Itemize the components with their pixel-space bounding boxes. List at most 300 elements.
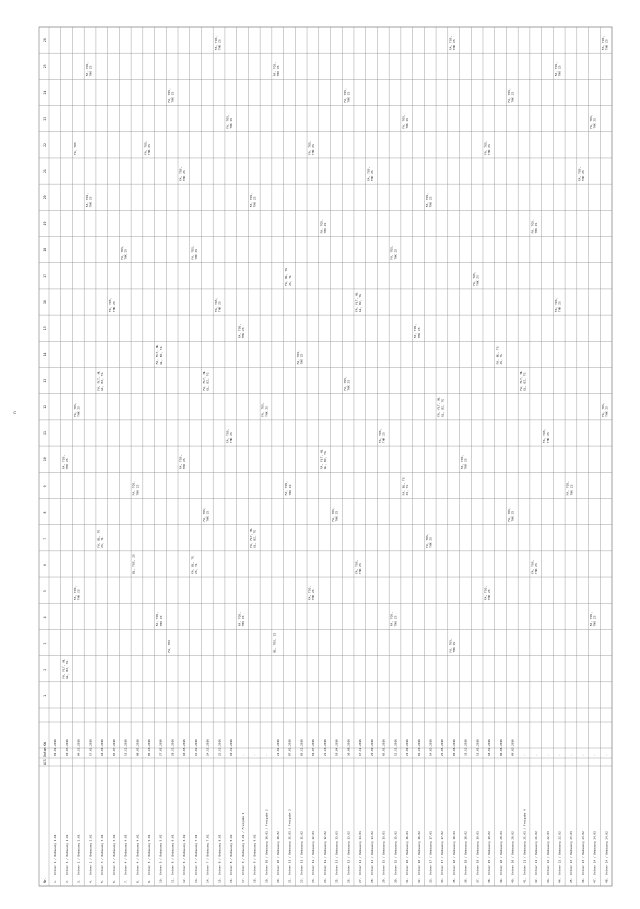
row-label: Ordner 16 / Bebauung 16.01 xyxy=(405,831,410,875)
row-label: Ordner 13 / Bebauung 13.01 xyxy=(334,831,339,875)
header-cell: 3 xyxy=(43,642,47,645)
cell-entry: FA, TOS, xyxy=(84,61,89,77)
row-date: 21.04.2016 xyxy=(276,739,281,756)
row-label: Ordner 5 / Bebauung 5.01 xyxy=(146,834,151,875)
cell-entry: FA, FLT, HL xyxy=(248,527,253,548)
cell-entry: THK ZS xyxy=(334,510,339,522)
row-date: 29.09.2016 xyxy=(369,739,374,756)
cell-entry: GL, BZ, TG xyxy=(322,451,327,470)
cell-entry: FA, TOS, xyxy=(507,88,512,103)
cell-entry: FA, TOS, xyxy=(202,507,207,522)
cell-entry: FA, TOS, xyxy=(366,166,371,182)
cell-entry: THK ZS xyxy=(76,589,81,601)
row-label: Ordner 11 / Bebauung 11.01 / Freigabe 3 xyxy=(287,809,292,875)
header-cell: ACS xyxy=(43,759,47,765)
cell-entry: THK ZS xyxy=(451,39,456,51)
row-label: Ordner 19 / Bebauung 19.01 xyxy=(475,831,480,875)
cell-entry: FA, TOS, xyxy=(73,402,78,417)
row-label: Ordner 17 / Bebauung 17.02 xyxy=(440,831,445,875)
cell-entry: FA, TOS, xyxy=(378,428,383,444)
cell-entry: THK ZS xyxy=(416,327,421,339)
cell-entry: THK ZS xyxy=(240,327,245,339)
row-label: Ordner 1 / Bebauung 1.01 xyxy=(53,834,58,875)
row-label: Ordner 18 / Bebauung 18.02 xyxy=(463,831,468,875)
row-date: 28.11.2016 xyxy=(170,739,175,756)
cell-entry: THK ZS xyxy=(487,589,492,601)
cell-entry: FA, TOS, xyxy=(483,140,488,155)
cell-entry: THK ZS xyxy=(604,39,609,51)
header-cell: 22 xyxy=(43,143,47,147)
cell-entry: FA, TOS, xyxy=(553,61,558,77)
cell-entry: THK ZS xyxy=(557,301,562,313)
cell-entry: BL, TOS, ZS xyxy=(131,554,136,575)
row-label: Ordner 7 / Bebauung 7.01 xyxy=(193,834,198,875)
cell-entry: FA, TOS, xyxy=(284,481,289,496)
cell-entry: FA, TOS, xyxy=(530,219,535,234)
cell-entry: FA, TOS, xyxy=(542,428,547,444)
cell-entry: THK ZS xyxy=(170,91,175,103)
cell-entry: ZS, TL xyxy=(100,537,105,548)
cell-entry: THK ZS xyxy=(217,301,222,313)
row-number: 37. xyxy=(475,877,480,883)
cell-entry: FA, FLT, HL xyxy=(61,658,66,679)
cell-entry: THK ZS xyxy=(405,117,410,129)
row-date: 31.12.2016 xyxy=(463,739,468,756)
row-number: 4. xyxy=(88,879,93,883)
cell-entry: THK ZS xyxy=(311,589,316,601)
cell-entry: THK ZS xyxy=(240,615,245,627)
row-label: Ordner 8 / Bebauung 8.01 xyxy=(217,834,222,875)
cell-entry: FA, TOS xyxy=(73,142,78,155)
row-date: - xyxy=(240,754,245,756)
row-number: 21. xyxy=(287,877,292,883)
row-label: Ordner 22 / Bebauung 22.01 xyxy=(545,831,550,875)
cell-entry: THK ZS xyxy=(299,353,304,365)
cell-entry: THK ZS xyxy=(581,170,586,182)
cell-entry: FA, BL, TG xyxy=(284,267,289,286)
row-date: 30.08.2016 xyxy=(346,739,351,756)
row-date: 11.12.2016 xyxy=(123,739,128,756)
row-label: Ordner 21 / Bebauung 21.02 xyxy=(534,831,539,875)
cell-entry: THK ZS xyxy=(487,144,492,155)
row-number: 31. xyxy=(405,877,410,883)
row-date: 17.02.2016 xyxy=(88,739,93,756)
row-label: Ordner 9 / Bebauung 9.02 xyxy=(252,834,257,875)
row-label: Ordner 19 / Bebauung 19.02 xyxy=(487,831,492,875)
row-number: 14. xyxy=(205,877,210,883)
header-cell: 18 xyxy=(43,247,47,252)
header-cell: 14 xyxy=(43,352,47,357)
row-number: 1. xyxy=(53,879,58,883)
row-label: Ordner 4 / Bebauung 4.01 xyxy=(123,834,128,875)
row-number: 12. xyxy=(182,877,187,883)
cell-entry: FA, FLT, HL xyxy=(155,344,160,365)
header-cell: 25 xyxy=(43,64,47,69)
cell-entry: FA, TOS xyxy=(166,639,171,653)
row-label: Ordner 3 / Bebauung 3.02 xyxy=(111,834,116,875)
cell-entry: THK ZS xyxy=(475,275,480,286)
row-number: 34. xyxy=(440,877,445,883)
row-label: Ordner 12 / Bebauung 12.02 xyxy=(322,831,327,875)
row-number: 20. xyxy=(276,877,281,883)
cell-entry: FA, TOS, xyxy=(61,454,66,470)
header-cell: 6 xyxy=(43,564,47,566)
row-number: 2. xyxy=(64,879,69,883)
cell-entry: THK ZS xyxy=(604,406,609,417)
row-date: 24.11.2016 xyxy=(205,739,210,756)
cell-entry: FA, TOS, xyxy=(248,192,253,208)
row-label: Ordner 14 / Bebauung 14.01 xyxy=(358,831,363,875)
row-date: 11.01.2016 xyxy=(475,739,480,756)
cell-entry: FA, FLT, HL xyxy=(319,449,324,470)
cell-entry: THK ZS xyxy=(135,484,140,496)
row-label: Ordner 6 / Bebauung 6.02 xyxy=(182,834,187,875)
row-number: 11. xyxy=(170,877,175,883)
row-label: Ordner 20 / Bebauung 20.01 xyxy=(498,831,503,875)
row-label: Ordner 14 / Bebauung 14.02 xyxy=(369,831,374,875)
row-number: 46. xyxy=(580,877,585,883)
row-label: Ordner 3 / Bebauung 3.01 xyxy=(100,834,105,875)
cell-entry: THK ZS xyxy=(534,222,539,234)
row-date: - xyxy=(592,754,597,756)
row-number: 39. xyxy=(498,877,503,883)
header-cell: 13 xyxy=(43,378,47,383)
row-number: 24. xyxy=(322,877,327,883)
cell-entry: FA, TOS, xyxy=(319,219,324,234)
cell-entry: THK ZS xyxy=(76,406,81,417)
cell-entry: ZS, TL xyxy=(193,563,198,575)
row-number: 6. xyxy=(111,879,116,883)
row-number: 43. xyxy=(545,877,550,883)
cell-entry: THK ZS xyxy=(557,65,562,77)
row-date: - xyxy=(569,754,574,756)
cell-entry: FA, TOS, xyxy=(600,402,605,417)
cell-entry: FA, TOS, xyxy=(307,140,312,155)
row-number: 5. xyxy=(100,879,105,883)
row-label: Ordner 15 / Bebauung 15.02 xyxy=(393,831,398,875)
row-label: Ordner 17 / Bebauung 17.01 xyxy=(428,831,433,875)
row-number: 19. xyxy=(264,877,269,883)
row-date: 27.01.2016 xyxy=(158,739,163,756)
row-number: 32. xyxy=(416,877,421,883)
row-label: Ordner 16 / Bebauung 16.02 xyxy=(416,831,421,875)
row-label: Ordner 7 / Bebauung 7.02 xyxy=(205,834,210,875)
row-number: 30. xyxy=(393,877,398,883)
cell-entry: FA, TOS, xyxy=(272,61,277,77)
cell-entry: THK ZS xyxy=(463,458,468,470)
header-cell: 10 xyxy=(43,457,47,462)
cell-entry: FA, TOS, xyxy=(190,245,195,260)
cell-entry: THK ZS xyxy=(592,615,597,627)
row-label: Ordner 9 / Bebauung 9.01 / Freigabe 1 xyxy=(240,812,245,875)
row-label: Ordner 10 / Bebauung 10.01 / Freigabe 2 xyxy=(264,809,269,875)
header-cell: Nr. xyxy=(43,877,47,883)
row-date: 17.12.2016 xyxy=(358,739,363,756)
row-number: 40. xyxy=(510,877,515,883)
cell-entry: THK ZS xyxy=(311,144,316,155)
row-date: 07.02.2016 xyxy=(287,739,292,756)
row-number: 16. xyxy=(229,877,234,883)
row-label: Ordner 8 / Bebauung 8.02 xyxy=(229,834,234,875)
row-label: Ordner 2 / Bebauung 2.01 xyxy=(76,834,81,875)
row-date: 05.12.2016 xyxy=(299,739,304,756)
row-date: 01.01.2016 xyxy=(53,739,58,756)
cell-entry: FA, TOS, xyxy=(600,35,605,51)
cell-entry: THK ZS xyxy=(592,117,597,129)
cell-entry: FA, FLT, HL xyxy=(518,370,523,391)
row-date: 02.10.2016 xyxy=(416,739,421,756)
row-date: - xyxy=(522,754,527,756)
cell-entry: FA, TOS, xyxy=(589,114,594,129)
header-cell: 20 xyxy=(43,195,47,200)
row-label: Ordner 23 / Bebauung 23.01 xyxy=(569,831,574,875)
header-cell: 9 xyxy=(43,485,47,488)
row-label: Ordner 24 / Bebauung 24.02 xyxy=(604,831,609,875)
header-cell: 12 xyxy=(43,404,47,409)
cell-entry: FA, TOS, xyxy=(295,350,300,365)
cell-entry: FA, TOS, xyxy=(237,323,242,339)
row-label: Ordner 15 / Bebauung 15.01 xyxy=(381,831,386,875)
cell-entry: FA, TOS, xyxy=(237,611,242,627)
row-label: Ordner 23 / Bebauung 23.02 xyxy=(580,831,585,875)
cell-entry: GL, BZ, TG xyxy=(64,660,69,679)
cell-entry: FA, TOS, xyxy=(389,611,394,627)
row-number: 9. xyxy=(146,879,151,883)
cell-entry: FA, BL, TG xyxy=(401,477,406,496)
row-number: 45. xyxy=(569,877,574,883)
row-label: Ordner 22 / Bebauung 22.02 xyxy=(557,831,562,875)
row-date: 12.11.2016 xyxy=(393,739,398,756)
row-label: Ordner 12 / Bebauung 12.01 xyxy=(311,831,316,875)
cell-entry: FA, TOS, xyxy=(507,507,512,522)
cell-entry: GL, BZ, TG xyxy=(522,372,527,391)
cell-entry: THK ZS xyxy=(217,39,222,51)
cell-entry: FA, TOS, xyxy=(213,297,218,313)
cell-entry: THK ZS xyxy=(569,484,574,496)
row-date: 04.11.2016 xyxy=(76,739,81,756)
cell-entry: FA, FLT, HL xyxy=(354,292,359,313)
row-number: 23. xyxy=(311,877,316,883)
row-date: 10.05.2016 xyxy=(182,739,187,756)
header-cell: 1 xyxy=(43,694,47,697)
cell-entry: THK ZS xyxy=(369,170,374,182)
row-number: 35. xyxy=(451,877,456,883)
row-date: 19.04.2016 xyxy=(334,739,339,756)
row-number: 17. xyxy=(240,877,245,883)
cell-entry: THK ZS xyxy=(545,432,550,444)
cell-entry: FA, TOS, xyxy=(307,585,312,601)
cell-entry: FA, TOS, xyxy=(143,140,148,155)
row-label: Ordner 2 / Bebauung 2.02 xyxy=(88,834,93,875)
row-number: 42. xyxy=(534,877,539,883)
row-date: 16.09.2016 xyxy=(100,739,105,756)
cell-entry: THK ZS xyxy=(182,458,187,470)
row-date: 03.07.2016 xyxy=(111,739,116,756)
row-date: 01.07.2016 xyxy=(311,739,316,756)
row-date: - xyxy=(252,754,257,756)
cell-entry: THK ZS xyxy=(111,301,116,313)
cell-entry: THK ZS xyxy=(264,406,269,417)
cell-entry: THK ZS xyxy=(88,65,93,77)
row-number: 44. xyxy=(557,877,562,883)
row-date: - xyxy=(264,754,269,756)
row-number: 13. xyxy=(193,877,198,883)
cell-entry: FA, TOS, xyxy=(131,481,136,496)
cell-entry: FA, TOS, xyxy=(155,611,160,627)
header-cell: 15 xyxy=(43,326,47,331)
cell-entry: FA, TOS, xyxy=(530,559,535,575)
cell-entry: FA, TOS, xyxy=(354,559,359,575)
cell-entry: BL, TOS, ZS xyxy=(272,632,277,653)
cell-entry: THK ZS xyxy=(287,484,292,496)
cell-entry: FA, TOS, xyxy=(260,402,265,417)
cell-entry: THK ZS xyxy=(393,615,398,627)
cell-entry: FA, BL, TG xyxy=(96,529,101,548)
cell-entry: FA, TOS, xyxy=(73,585,78,601)
header-cell: KW xyxy=(43,742,47,746)
cell-entry: FA, FLT, HL xyxy=(436,397,441,417)
cell-entry: FA, TOS, xyxy=(401,114,406,129)
cell-entry: THK ZS xyxy=(510,510,515,522)
row-label: Ordner 1 / Bebauung 1.02 xyxy=(64,834,69,875)
row-label: Ordner 4 / Bebauung 4.02 xyxy=(135,834,140,875)
cell-entry: THK ZS xyxy=(193,248,198,260)
row-number: 27. xyxy=(358,877,363,883)
row-date: 10.03.2016 xyxy=(64,739,69,756)
cell-entry: FA, FLT, HL xyxy=(202,370,207,391)
cell-entry: THK ZS xyxy=(123,248,128,260)
cell-entry: ZS, TL xyxy=(498,353,503,365)
row-date: - xyxy=(534,754,539,756)
row-label: Ordner 13 / Bebauung 13.02 xyxy=(346,831,351,875)
row-date: 23.12.2016 xyxy=(217,739,222,756)
row-date: 22.10.2016 xyxy=(322,739,327,756)
row-number: 38. xyxy=(487,877,492,883)
cell-entry: FA, TOS, xyxy=(483,585,488,601)
row-number: 48. xyxy=(604,877,609,883)
cell-entry: THK ZS xyxy=(346,91,351,103)
cell-entry: THK ZS xyxy=(358,563,363,575)
row-date: 06.06.2016 xyxy=(498,739,503,756)
header-cell: 8 xyxy=(43,511,47,514)
row-date: 14.02.2016 xyxy=(193,739,198,756)
cell-entry: THK ZS xyxy=(428,196,433,208)
cell-entry: THK ZS xyxy=(381,432,386,444)
cell-entry: THK ZS xyxy=(88,196,93,208)
header-cell: 21 xyxy=(43,169,47,174)
cell-entry: THK ZS xyxy=(147,144,152,155)
cell-entry: THK ZS xyxy=(205,510,210,522)
cell-entry: FA, TOS, xyxy=(342,88,347,103)
cell-entry: GL, BZ, TG xyxy=(358,294,363,313)
cell-entry: THK ZS xyxy=(229,432,234,444)
row-number: 22. xyxy=(299,877,304,883)
cell-entry: THK ZS xyxy=(393,248,398,260)
cell-entry: THK ZS xyxy=(252,196,257,208)
cell-entry: THK ZS xyxy=(534,563,539,575)
header-cell: 16 xyxy=(43,300,47,305)
row-number: 29. xyxy=(381,877,386,883)
cell-entry: FA, TOS, xyxy=(166,88,171,103)
header-cell: 11 xyxy=(43,431,47,435)
row-date: - xyxy=(580,754,585,756)
header-cell: 23 xyxy=(43,116,47,121)
header-cell: 17 xyxy=(43,273,47,278)
header-cell: 5 xyxy=(43,590,47,593)
cell-entry: FA, TOS, xyxy=(460,454,465,470)
row-date: 05.10.2016 xyxy=(146,739,151,756)
cell-entry: ZS, TL xyxy=(405,484,410,496)
cell-entry: FA, TOS, xyxy=(577,166,582,182)
cell-entry: FA, TOS, xyxy=(178,166,183,182)
row-date: 18.02.2016 xyxy=(487,739,492,756)
cell-entry: FA, TOS, xyxy=(471,271,476,286)
cell-entry: THK ZS xyxy=(428,537,433,548)
row-date: 25.05.2016 xyxy=(440,739,445,756)
cell-entry: GL, BZ, TG xyxy=(205,372,210,391)
row-label: Ordner 5 / Bebauung 5.02 xyxy=(158,834,163,875)
header-cell: 4 xyxy=(43,616,47,619)
cell-entry: THK ZS xyxy=(158,615,163,627)
cell-entry: GL, BZ, TG xyxy=(252,529,257,548)
row-date: - xyxy=(545,754,550,756)
page-number: n xyxy=(11,411,17,414)
row-number: 47. xyxy=(592,877,597,883)
header-cell: 19 xyxy=(43,221,47,226)
header-cell: 2 xyxy=(43,668,47,671)
cell-entry: FA, TOS, xyxy=(225,428,230,444)
row-label: Ordner 20 / Bebauung 20.02 xyxy=(510,831,515,875)
cell-entry: FA, BL, TG xyxy=(190,555,195,575)
cell-entry: FA, TOS, xyxy=(108,297,113,313)
cell-entry: FA, TOS, xyxy=(331,507,336,522)
cell-entry: GL, BZ, TG xyxy=(440,398,445,417)
row-label: Ordner 24 / Bebauung 24.01 xyxy=(592,831,597,875)
cell-entry: FA, TOS, xyxy=(553,297,558,313)
row-number: 26. xyxy=(346,877,351,883)
row-date: 10.12.2016 xyxy=(229,739,234,756)
cell-entry: FA, TOS, xyxy=(213,35,218,51)
cell-entry: FA, TOS, xyxy=(119,245,124,260)
row-label: Ordner 10 / Bebauung 10.02 xyxy=(276,831,281,875)
cell-entry: THK ZS xyxy=(510,91,515,103)
row-date: 09.03.2016 xyxy=(510,739,515,756)
cell-entry: FA, BL, TG xyxy=(495,346,500,365)
row-number: 36. xyxy=(463,877,468,883)
row-label: Ordner 18 / Bebauung 18.01 xyxy=(451,831,456,875)
cell-entry: FA, TOS, xyxy=(589,611,594,627)
cell-entry: THK ZS xyxy=(229,117,234,129)
cell-entry: GL, BZ, TG xyxy=(100,372,105,391)
cell-entry: FA, TOS, xyxy=(424,533,429,548)
row-number: 7. xyxy=(123,879,128,883)
cell-entry: FA, TOS, xyxy=(342,376,347,391)
cell-entry: GL, BZ, TG xyxy=(158,346,163,365)
row-number: 33. xyxy=(428,877,433,883)
row-date: 05.01.2016 xyxy=(381,739,386,756)
row-date: 09.08.2016 xyxy=(451,739,456,756)
row-date: - xyxy=(557,754,562,756)
cell-entry: THK ZS xyxy=(276,65,281,77)
row-label: Ordner 6 / Bebauung 6.01 xyxy=(170,834,175,875)
header-cell: 24 xyxy=(43,90,47,95)
cell-entry: ZS, TL xyxy=(287,275,292,286)
cell-entry: FA, TOS, xyxy=(178,454,183,470)
row-date: 08.01.2016 xyxy=(135,739,140,756)
cell-entry: FA, TOS, xyxy=(448,35,453,51)
row-number: 28. xyxy=(369,877,374,883)
row-date: 14.03.2016 xyxy=(428,739,433,756)
